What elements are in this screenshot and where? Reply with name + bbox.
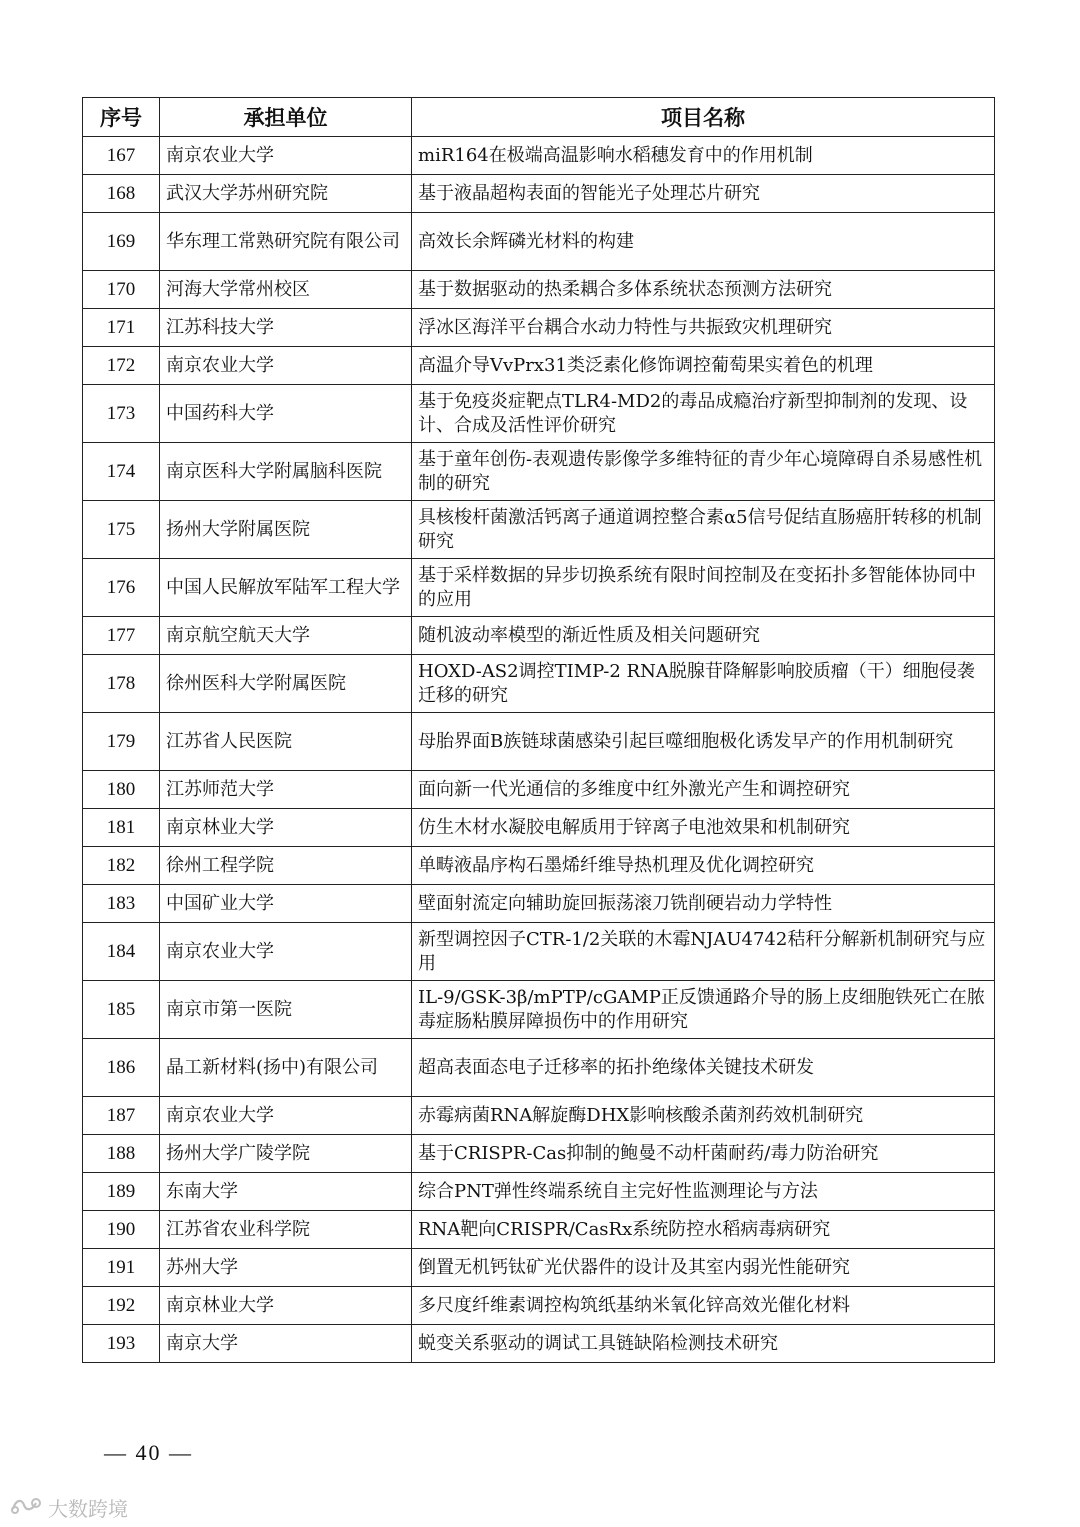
cell-serial: 177 (83, 617, 160, 655)
cell-project: 倒置无机钙钛矿光伏器件的设计及其室内弱光性能研究 (412, 1249, 995, 1287)
cell-unit: 江苏师范大学 (160, 771, 412, 809)
cell-serial: 188 (83, 1135, 160, 1173)
table-row (83, 923, 995, 981)
cell-serial: 169 (83, 213, 160, 271)
cell-unit: 东南大学 (160, 1173, 412, 1211)
cell-project: 母胎界面B族链球菌感染引起巨噬细胞极化诱发早产的作用机制研究 (412, 713, 995, 771)
cell-serial: 176 (83, 559, 160, 617)
table-row (83, 137, 995, 175)
cell-serial: 168 (83, 175, 160, 213)
cell-project: 基于采样数据的异步切换系统有限时间控制及在变拓扑多智能体协同中的应用 (412, 559, 995, 617)
cell-unit: 南京农业大学 (160, 137, 412, 175)
cell-project: 面向新一代光通信的多维度中红外激光产生和调控研究 (412, 771, 995, 809)
cell-serial: 179 (83, 713, 160, 771)
cell-unit: 中国药科大学 (160, 385, 412, 443)
cell-project: 浮冰区海洋平台耦合水动力特性与共振致灾机理研究 (412, 309, 995, 347)
table-row (83, 385, 995, 443)
cell-unit: 徐州医科大学附属医院 (160, 655, 412, 713)
table-row (83, 501, 995, 559)
table-row (83, 885, 995, 923)
cell-project: RNA靶向CRISPR/CasRx系统防控水稻病毒病研究 (412, 1211, 995, 1249)
cell-serial: 193 (83, 1325, 160, 1363)
table-row (83, 847, 995, 885)
cell-serial: 181 (83, 809, 160, 847)
cell-unit: 扬州大学附属医院 (160, 501, 412, 559)
table-row (83, 617, 995, 655)
cell-serial: 173 (83, 385, 160, 443)
table-row (83, 309, 995, 347)
cell-serial: 174 (83, 443, 160, 501)
cell-unit: 中国矿业大学 (160, 885, 412, 923)
table-row (83, 981, 995, 1039)
cell-serial: 170 (83, 271, 160, 309)
table-row (83, 1173, 995, 1211)
cell-unit: 华东理工常熟研究院有限公司 (160, 213, 412, 271)
table-row (83, 271, 995, 309)
watermark (10, 1493, 128, 1522)
cell-project: HOXD-AS2调控TIMP-2 RNA脱腺苷降解影响胶质瘤（干）细胞侵袭迁移的研究 (412, 655, 995, 713)
cell-unit: 江苏省农业科学院 (160, 1211, 412, 1249)
cell-serial: 186 (83, 1039, 160, 1097)
cell-serial: 175 (83, 501, 160, 559)
cell-unit: 晶工新材料(扬中)有限公司 (160, 1039, 412, 1097)
cell-unit: 南京大学 (160, 1325, 412, 1363)
cell-project: 多尺度纤维素调控构筑纸基纳米氧化锌高效光催化材料 (412, 1287, 995, 1325)
watermark-logo-icon (10, 1495, 44, 1520)
cell-project: 单畴液晶序构石墨烯纤维导热机理及优化调控研究 (412, 847, 995, 885)
cell-serial: 171 (83, 309, 160, 347)
cell-serial: 187 (83, 1097, 160, 1135)
cell-project: 基于CRISPR-Cas抑制的鲍曼不动杆菌耐药/毒力防治研究 (412, 1135, 995, 1173)
table-row (83, 771, 995, 809)
cell-project: 仿生木材水凝胶电解质用于锌离子电池效果和机制研究 (412, 809, 995, 847)
table-row (83, 175, 995, 213)
cell-project: 壁面射流定向辅助旋回振荡滚刀铣削硬岩动力学特性 (412, 885, 995, 923)
table-body (83, 137, 995, 1363)
cell-serial: 192 (83, 1287, 160, 1325)
cell-unit: 南京农业大学 (160, 347, 412, 385)
cell-unit: 南京林业大学 (160, 809, 412, 847)
table-row (83, 713, 995, 771)
project-table (82, 97, 995, 1363)
cell-serial: 191 (83, 1249, 160, 1287)
header-unit: 承担单位 (160, 98, 412, 137)
cell-project: 基于童年创伤-表观遗传影像学多维特征的青少年心境障碍自杀易感性机制的研究 (412, 443, 995, 501)
table-header-row (83, 98, 995, 137)
table-row (83, 347, 995, 385)
cell-unit: 扬州大学广陵学院 (160, 1135, 412, 1173)
cell-project: 高效长余辉磷光材料的构建 (412, 213, 995, 271)
table-row (83, 213, 995, 271)
table-row (83, 655, 995, 713)
cell-unit: 南京农业大学 (160, 923, 412, 981)
cell-serial: 190 (83, 1211, 160, 1249)
cell-serial: 178 (83, 655, 160, 713)
page-number: — 40 — (104, 1440, 193, 1465)
cell-project: 超高表面态电子迁移率的拓扑绝缘体关键技术研发 (412, 1039, 995, 1097)
table-row (83, 1287, 995, 1325)
table-row (83, 1039, 995, 1097)
cell-serial: 185 (83, 981, 160, 1039)
table-row (83, 443, 995, 501)
cell-unit: 河海大学常州校区 (160, 271, 412, 309)
cell-serial: 182 (83, 847, 160, 885)
cell-serial: 183 (83, 885, 160, 923)
cell-unit: 江苏科技大学 (160, 309, 412, 347)
cell-project: 高温介导VvPrx31类泛素化修饰调控葡萄果实着色的机理 (412, 347, 995, 385)
table-row (83, 1211, 995, 1249)
cell-project: 综合PNT弹性终端系统自主完好性监测理论与方法 (412, 1173, 995, 1211)
cell-project: 蜕变关系驱动的调试工具链缺陷检测技术研究 (412, 1325, 995, 1363)
cell-unit: 南京林业大学 (160, 1287, 412, 1325)
cell-project: 基于免疫炎症靶点TLR4-MD2的毒品成瘾治疗新型抑制剂的发现、设计、合成及活性评价研究 (412, 385, 995, 443)
header-serial: 序号 (83, 98, 160, 137)
cell-project: IL-9/GSK-3β/mPTP/cGAMP正反馈通路介导的肠上皮细胞铁死亡在脓毒症肠粘膜屏障损伤中的作用研究 (412, 981, 995, 1039)
cell-unit: 南京医科大学附属脑科医院 (160, 443, 412, 501)
cell-project: 具核梭杆菌激活钙离子通道调控整合素α5信号促结直肠癌肝转移的机制研究 (412, 501, 995, 559)
cell-unit: 徐州工程学院 (160, 847, 412, 885)
cell-unit: 中国人民解放军陆军工程大学 (160, 559, 412, 617)
cell-unit: 南京航空航天大学 (160, 617, 412, 655)
cell-unit: 江苏省人民医院 (160, 713, 412, 771)
cell-project: 基于数据驱动的热柔耦合多体系统状态预测方法研究 (412, 271, 995, 309)
table-row (83, 1097, 995, 1135)
cell-serial: 189 (83, 1173, 160, 1211)
cell-unit: 武汉大学苏州研究院 (160, 175, 412, 213)
cell-project: 新型调控因子CTR-1/2关联的木霉NJAU4742秸秆分解新机制研究与应用 (412, 923, 995, 981)
cell-project: 赤霉病菌RNA解旋酶DHX影响核酸杀菌剂药效机制研究 (412, 1097, 995, 1135)
table-row (83, 1135, 995, 1173)
cell-project: 基于液晶超构表面的智能光子处理芯片研究 (412, 175, 995, 213)
table-row (83, 559, 995, 617)
cell-unit: 南京市第一医院 (160, 981, 412, 1039)
cell-serial: 180 (83, 771, 160, 809)
cell-serial: 167 (83, 137, 160, 175)
cell-serial: 184 (83, 923, 160, 981)
cell-unit: 南京农业大学 (160, 1097, 412, 1135)
cell-project: miR164在极端高温影响水稻穗发育中的作用机制 (412, 137, 995, 175)
cell-unit: 苏州大学 (160, 1249, 412, 1287)
header-project: 项目名称 (412, 98, 995, 137)
table-row (83, 1249, 995, 1287)
table-row (83, 1325, 995, 1363)
cell-project: 随机波动率模型的渐近性质及相关问题研究 (412, 617, 995, 655)
table-row (83, 809, 995, 847)
watermark-text: 大数跨境 (48, 1497, 128, 1521)
cell-serial: 172 (83, 347, 160, 385)
